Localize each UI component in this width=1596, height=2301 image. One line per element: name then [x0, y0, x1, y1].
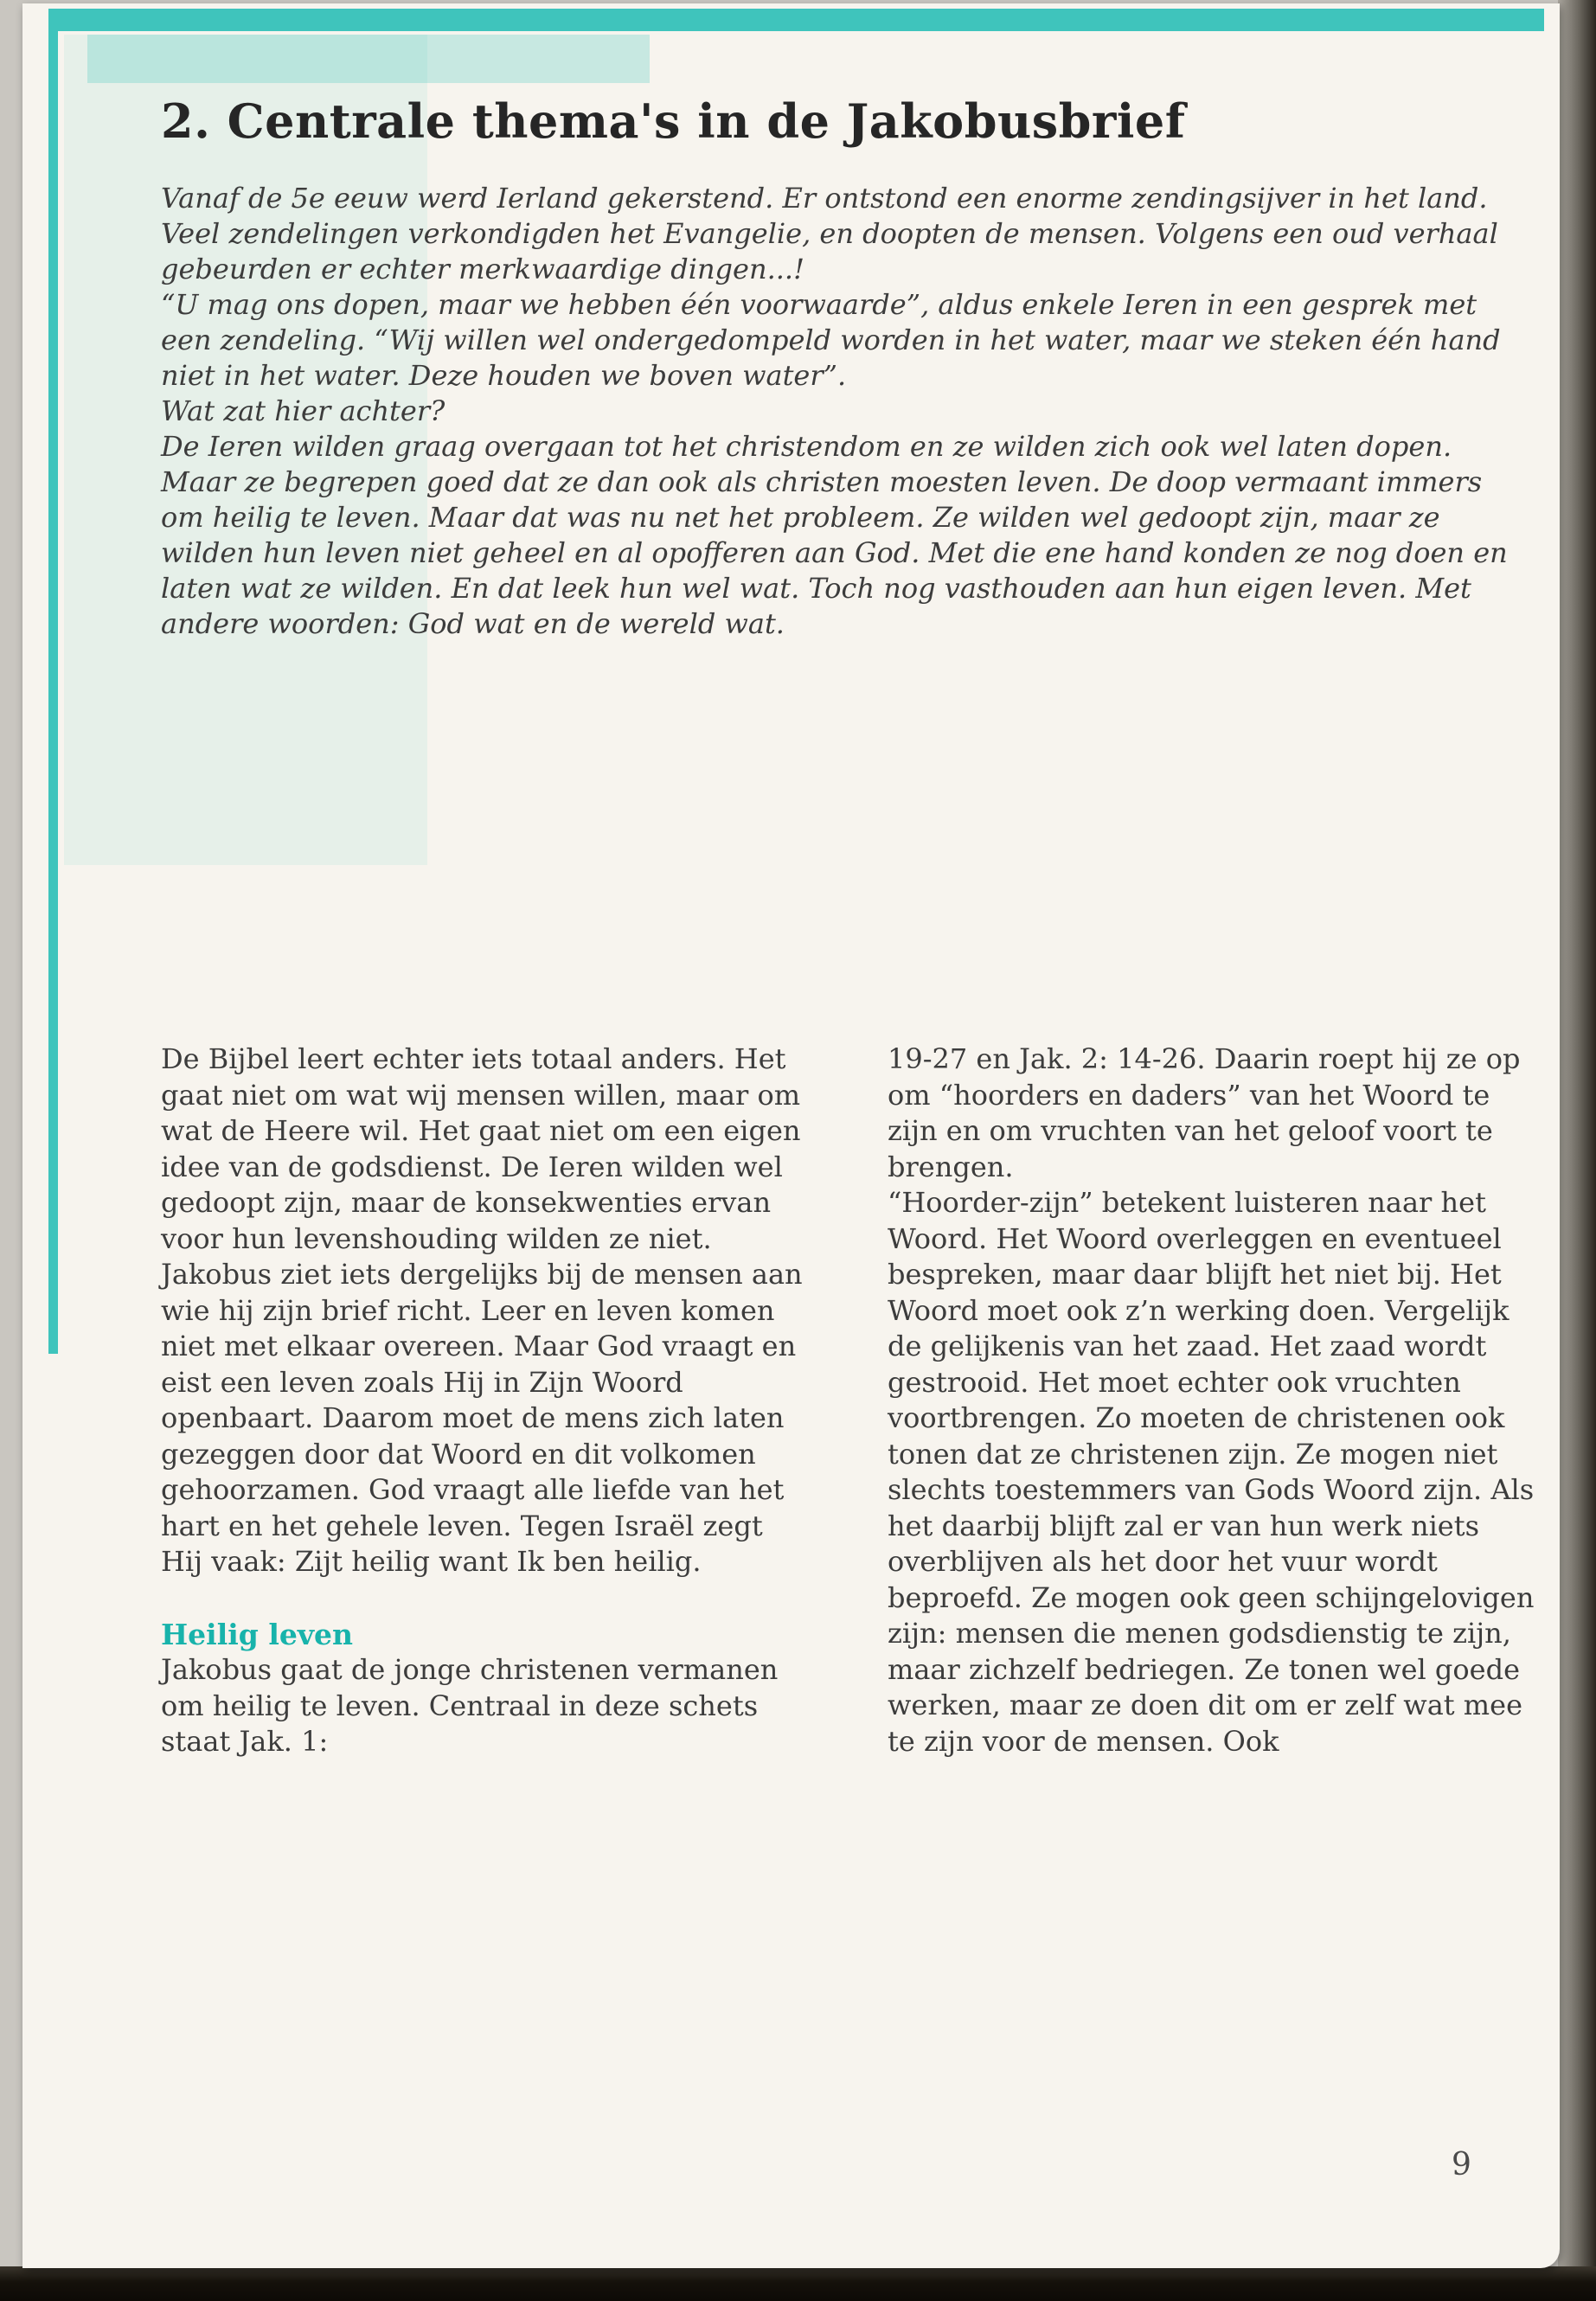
- document-page: [22, 3, 1560, 2268]
- right-column-paragraph-2: “Hoorder-zijn” betekent luisteren naar het Woord. Het Woord overleggen en eventueel bespreken, maar daar blijft het niet bij. Het Woord moet ook z’n werking doen. Vergelijk de gelijkenis van het zaad. Het zaad wordt gestrooid. Het moet echter ook vruchten voortbrengen. Zo moeten de christenen ook tonen dat ze christenen zijn. Ze mogen niet slechts toestemmers van Gods Woord zijn. Als het daarbij blijft zal er van hun werk niets overblijven als het door het vuur wordt beproefd. Ze mogen ook geen schijngelovigen zijn: mensen die menen godsdienstig te zijn, maar zichzelf bedriegen. Ze tonen wel goede werken, maar ze doen dit om er zelf wat mee te zijn voor de mensen. Ook: [888, 1186, 1535, 1758]
- scan-edge-right: [1558, 0, 1596, 2301]
- intro-paragraph-4: De Ieren wilden graag overgaan tot het christendom en ze wilden zich ook wel laten dopen. Maar ze begrepen goed dat ze dan ook als christen moesten leven. De doop vermaant immers om heilig te leven. Maar dat was nu net het probleem. Ze wilden wel gedoopt zijn, maar ze wilden hun leven niet geheel en al opofferen aan God. Met die ene hand konden ze nog doen en laten wat ze wilden. En dat leek hun wel wat. Toch nog vasthouden aan hun eigen leven. Met andere woorden: God wat en de wereld wat.: [161, 430, 1508, 640]
- mint-background-strip: [87, 35, 650, 83]
- left-column: [161, 1042, 805, 1760]
- left-column-paragraph-1: De Bijbel leert echter iets totaal anders. Het gaat niet om wat wij mensen willen, maar om wat de Heere wil. Het gaat niet om een eigen idee van de godsdienst. De Ieren wilden wel gedoopt zijn, maar de konsekwenties ervan voor hun levenshouding wilden ze niet. Jakobus ziet iets dergelijks bij de mensen aan wie hij zijn brief richt. Leer en leven komen niet met elkaar overeen. Maar God vraagt en eist een leven zoals Hij in Zijn Woord openbaart. Daarom moet de mens zich laten gezeggen door dat Woord en dit volkomen gehoorzamen. God vraagt alle liefde van het hart en het gehele leven. Tegen Israël zegt Hij vaak: Zijt heilig want Ik ben heilig.: [161, 1042, 803, 1578]
- left-accent-line: [48, 9, 58, 1354]
- scan-edge-bottom: [0, 2266, 1596, 2301]
- right-column: [888, 1042, 1545, 1760]
- page-number: 9: [1452, 2147, 1471, 2182]
- left-column-paragraph-2: Jakobus gaat de jonge christenen vermanen om heilig te leven. Centraal in deze schets staat Jak. 1:: [161, 1653, 779, 1758]
- intro-paragraph-2: “U mag ons dopen, maar we hebben één voorwaarde”, aldus enkele Ieren in een gesprek met een zendeling. “Wij willen wel ondergedompeld worden in het water, maar we steken één hand niet in het water. Deze houden we boven water”.: [161, 288, 1501, 392]
- top-accent-bar: [48, 9, 1544, 31]
- section-heading-heilig-leven: Heilig leven: [161, 1617, 354, 1651]
- intro-paragraph-1: Vanaf de 5e eeuw werd Ierland gekerstend. Er ontstond een enorme zendingsijver in het land. Veel zendelingen verkondigden het Evangelie, en doopten de mensen. Volgens een oud verhaal gebeurden er echter merkwaardige dingen...!: [161, 182, 1498, 285]
- two-column-body: [161, 1042, 1545, 1760]
- page-title: 2. Centrale thema's in de Jakobusbrief: [161, 93, 1186, 149]
- intro-section: [161, 181, 1532, 642]
- intro-paragraph-3: Wat zat hier achter?: [161, 394, 445, 427]
- right-column-paragraph-1: 19-27 en Jak. 2: 14-26. Daarin roept hij ze op om “hoorders en daders” van het Woord te zijn en om vruchten van het geloof voort te brengen.: [888, 1042, 1521, 1183]
